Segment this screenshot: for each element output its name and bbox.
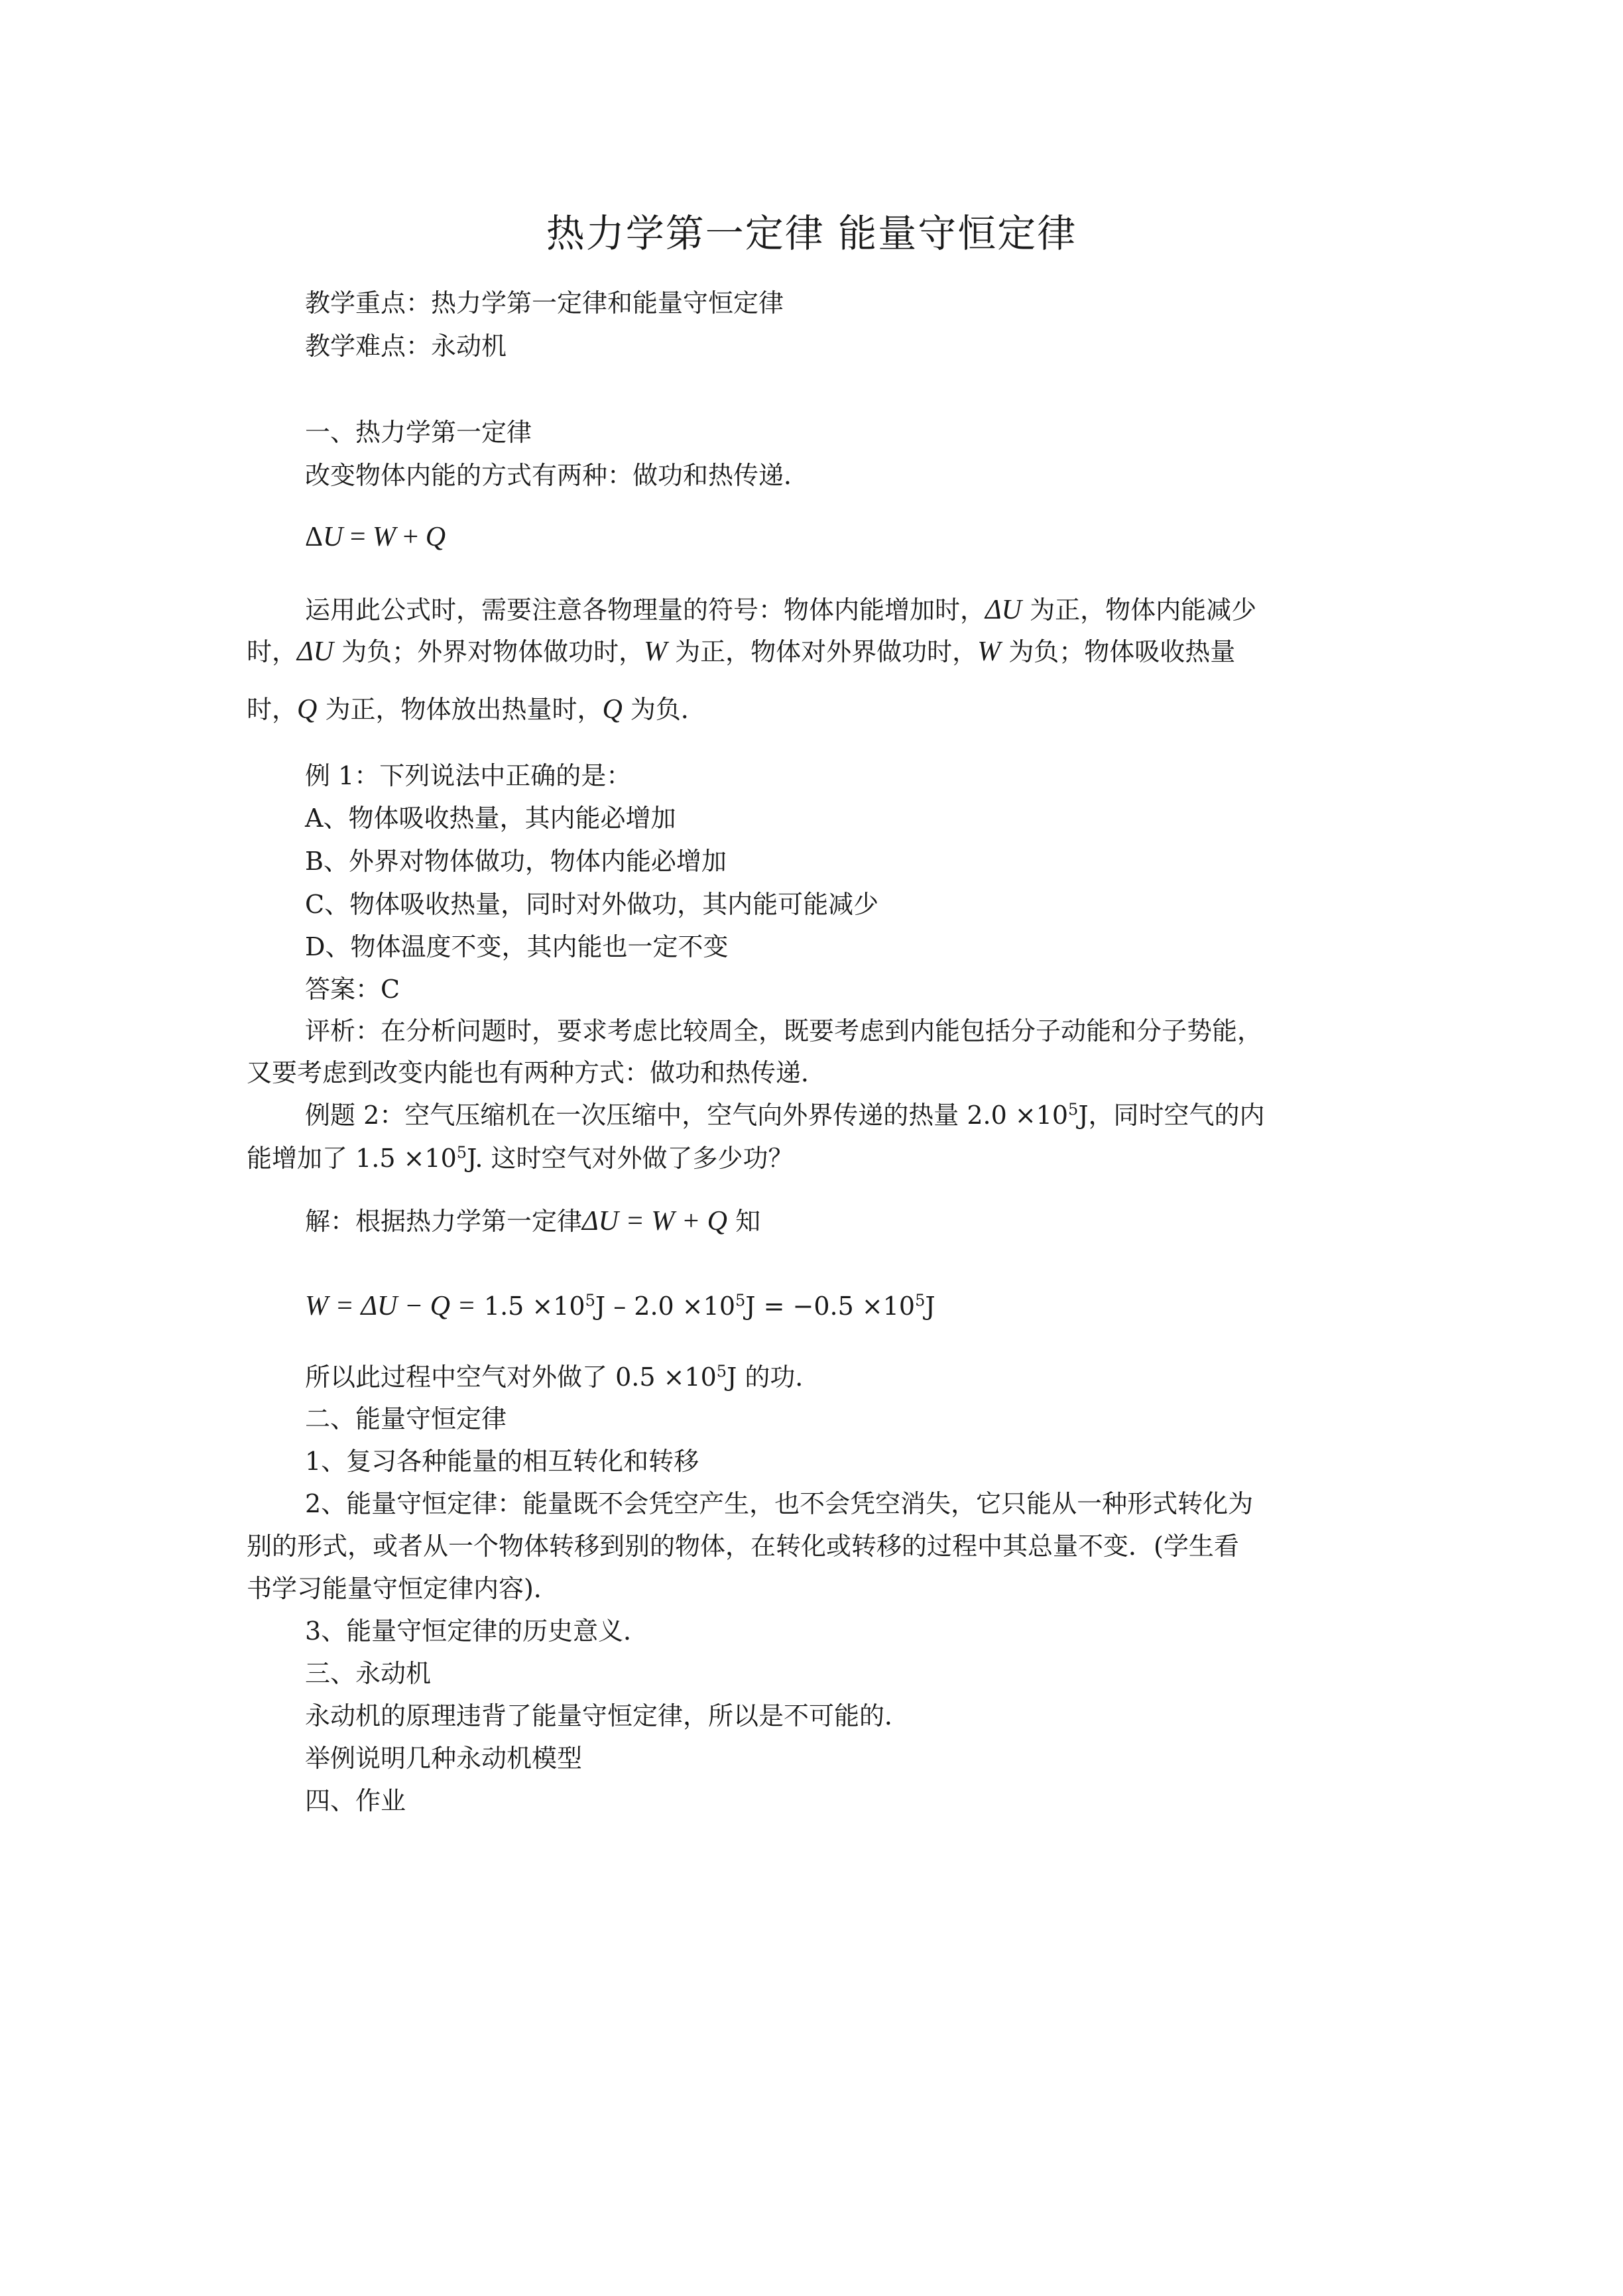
conclusion-text: 所以此过程中空气对外做了 0.5 ×10: [305, 1362, 717, 1392]
calc-text: J – 2.0 ×10: [595, 1292, 736, 1321]
example-2-text: 例题 2：空气压缩机在一次压缩中，空气向外界传递的热量 2.0 ×10: [305, 1101, 1069, 1130]
example-1-option-d: D、物体温度不变，其内能也一定不变: [305, 932, 729, 961]
solution-formula: ΔU = W + Q: [582, 1206, 727, 1237]
solution-text: 解：根据热力学第一定律: [305, 1207, 583, 1236]
section-2-item-2-line-1: 2、能量守恒定律：能量既不会凭空产生，也不会凭空消失，它只能从一种形式转化为: [305, 1489, 1254, 1518]
sign-text: 为负．: [622, 695, 706, 724]
teaching-focus: 教学重点：热力学第一定律和能量守恒定律: [305, 288, 784, 318]
example-1-option-c: C、物体吸收热量，同时对外做功，其内能可能减少: [305, 890, 879, 919]
example-2-question-2: [247, 1144, 794, 1174]
section-2-item-2-line-2: 别的形式，或者从一个物体转移到别的物体，在转化或转移的过程中其总量不变．(学生看: [247, 1532, 1239, 1561]
section-2-item-2-line-3: 书学习能量守恒定律内容)．: [247, 1574, 559, 1603]
formula-u: U: [323, 522, 343, 552]
section-1-heading: 一、热力学第一定律: [305, 418, 532, 447]
sign-symbol: W: [644, 636, 668, 667]
calc-text: J: [925, 1292, 935, 1321]
section-2-item-1: 1、复习各种能量的相互转化和转移: [305, 1447, 699, 1476]
main-formula: [305, 520, 446, 554]
example-2-text: 能增加了 1.5 ×10: [247, 1144, 457, 1173]
sign-text: 为正，物体对外界做功时，: [667, 637, 978, 666]
page-title: 热力学第一定律 能量守恒定律: [546, 211, 1077, 256]
exponent: 5: [716, 1362, 727, 1381]
teaching-difficulty: 教学难点：永动机: [305, 332, 507, 361]
sign-text: 为负；物体吸收热量: [1000, 637, 1236, 666]
formula-q: Q: [425, 522, 446, 552]
sign-rule-line-3: [247, 693, 706, 726]
sign-rule-line-1: [305, 593, 1256, 627]
section-2-heading: 二、能量守恒定律: [305, 1404, 507, 1433]
solution-text: 知: [727, 1207, 761, 1236]
formula-plus: +: [402, 522, 419, 552]
sign-rule-line-2: [247, 635, 1235, 668]
sign-text: 时，: [247, 637, 298, 666]
sign-text: 时，: [247, 695, 298, 724]
sign-symbol: ΔU: [985, 595, 1022, 625]
sign-symbol: Q: [297, 694, 318, 725]
example-1-question: 例 1：下列说法中正确的是：: [305, 761, 632, 790]
exponent: 5: [915, 1291, 926, 1310]
formula-w: W: [373, 522, 396, 552]
exponent: 5: [456, 1143, 467, 1162]
example-1-answer: 答案：C: [305, 975, 400, 1004]
formula-eq: =: [349, 522, 366, 552]
exponent: 5: [1068, 1100, 1079, 1119]
exponent: 5: [735, 1291, 746, 1310]
section-4-heading: 四、作业: [305, 1786, 406, 1815]
example-2-question-1: [305, 1101, 1265, 1131]
section-3-examples: 举例说明几种永动机模型: [305, 1744, 583, 1773]
example-2-solution: [305, 1205, 760, 1238]
example-1-analysis-2: 又要考虑到改变内能也有两种方式：做功和热传递．: [247, 1058, 827, 1087]
calc-lhs: W = ΔU − Q =: [305, 1291, 476, 1321]
formula-delta: Δ: [305, 522, 324, 552]
section-3-heading: 三、永动机: [305, 1659, 432, 1688]
conclusion-text: J 的功．: [727, 1362, 821, 1392]
section-2-item-3: 3、能量守恒定律的历史意义．: [305, 1616, 649, 1646]
sign-symbol: Q: [602, 694, 623, 725]
sign-text: 为负；外界对物体做功时，: [333, 637, 644, 666]
exponent: 5: [585, 1291, 595, 1310]
calc-text: 1.5 ×10: [475, 1292, 585, 1321]
section-3-text: 永动机的原理违背了能量守恒定律，所以是不可能的．: [305, 1701, 910, 1730]
example-1-option-b: B、外界对物体做功，物体内能必增加: [305, 847, 727, 876]
example-1-option-a: A、物体吸收热量，其内能必增加: [305, 804, 676, 833]
sign-symbol: ΔU: [297, 636, 333, 667]
example-2-conclusion: [305, 1362, 820, 1393]
example-2-calculation: [305, 1290, 935, 1323]
calc-text: J = −0.5 ×10: [745, 1292, 916, 1321]
section-1-intro: 改变物体内能的方式有两种：做功和热传递．: [305, 461, 810, 490]
example-2-text: J，同时空气的内: [1078, 1101, 1265, 1130]
sign-text: 为正，物体放出热量时，: [317, 695, 603, 724]
sign-text: 运用此公式时，需要注意各物理量的符号：物体内能增加时，: [305, 595, 986, 625]
sign-text: 为正，物体内能减少: [1022, 595, 1257, 625]
example-2-text: J. 这时空气对外做了多少功？: [467, 1144, 794, 1173]
sign-symbol: W: [977, 636, 1001, 667]
example-1-analysis-1: 评析：在分析问题时，要求考虑比较周全，既要考虑到内能包括分子动能和分子势能，: [305, 1016, 1263, 1046]
